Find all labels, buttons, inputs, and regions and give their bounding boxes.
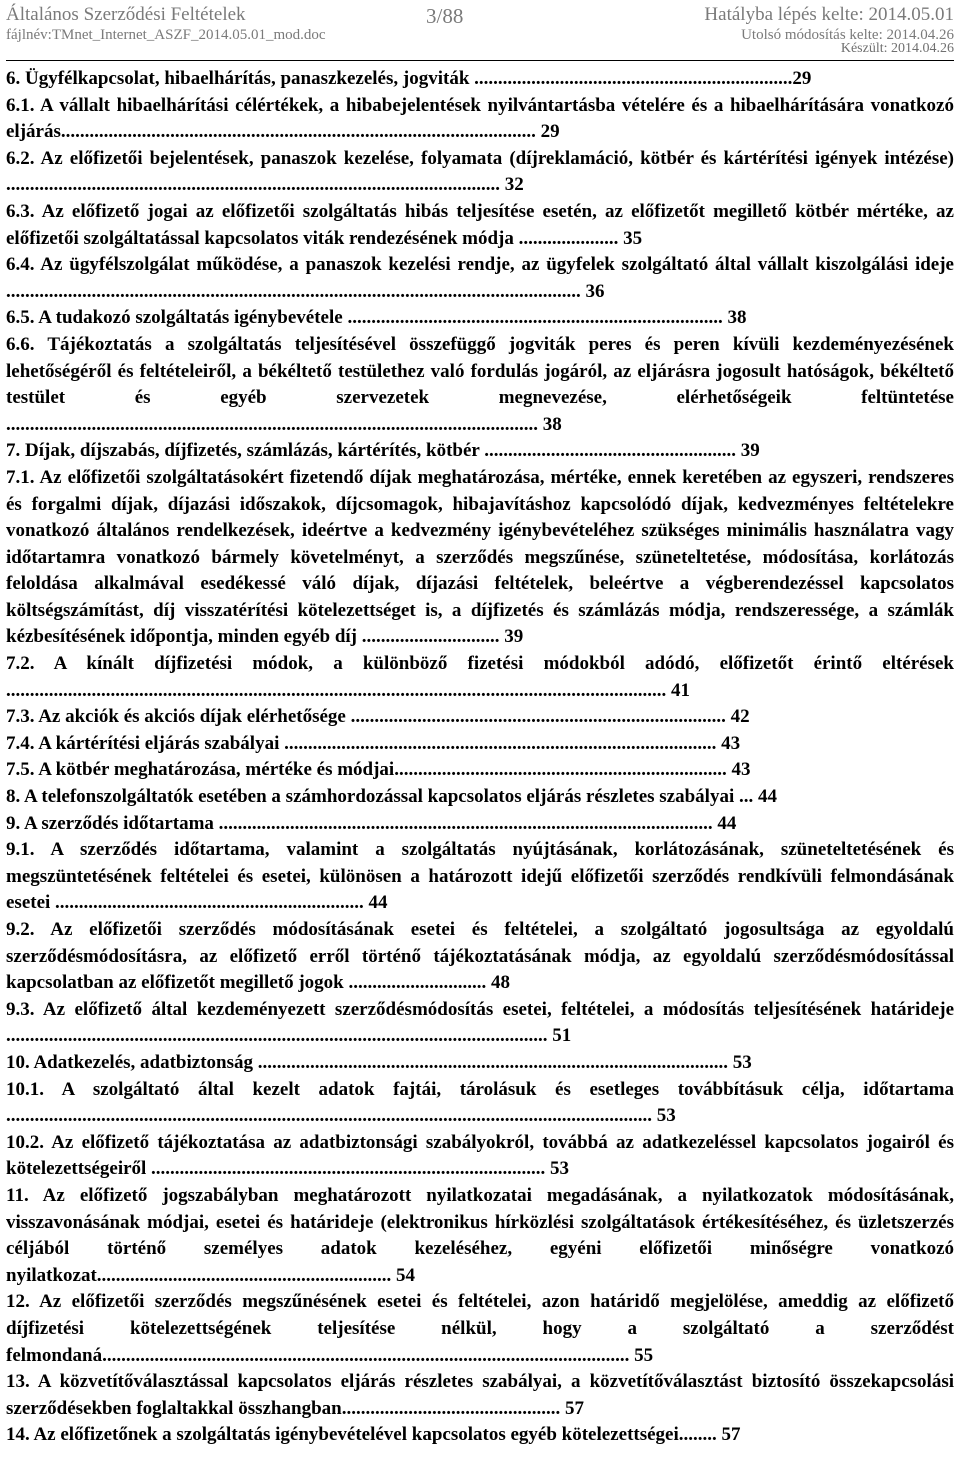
toc-entry[interactable]: 14. Az előfizetőnek a szolgáltatás igénybevételével kapcsolatos egyéb kötelezettségei........ 57 — [6, 1424, 741, 1446]
page-number: 3/88 — [426, 4, 464, 28]
toc-entry[interactable]: 7.1. Az előfizetői szolgáltatásokért fizetendő díjak meghatározása, mértéke, ennek keretében az egyszeri, rendszeres és forgalmi díjak, díjazási időszakok, díjcsomagok, hibajavításhoz kapcsolódó díjak, kedvezményes feltételekre vonatkozó általános rendelkezések, ideértve a kedvezmény igénybevételéhez szükséges minimális használatra vagy időtartamra vonatkozó bármely követelményt, a szerződés megszűnése, szüneteltetése, módosítása, korlátozás feloldása alkalmával esedékessé váló díjak, díjazási feltételek, beleértve a végberendezéssel kapcsolatos költségszámítást, díj visszatérítési kötelezettséget is, a díjfizetés és számlázás módja, rendszeressége, a számlák kézbesítésének időpontja, minden egyéb díj ............................. 39 — [6, 466, 954, 648]
toc-entry[interactable]: 6. Ügyfélkapcsolat, hibaelhárítás, panaszkezelés, jogviták ...................................................................29 — [6, 68, 812, 89]
toc-entry[interactable]: 11. Az előfizető jogszabályban meghatározott nyilatkozatai megadásának, a nyilatkozatok módosításának, visszavonásának módjai, esetei és határideje (elektronikus hírközlési szolgáltatások értékesítéséhez, és üzletszerzés céljából történő személyes adatok kezeléséhez, egyéni előfizetői minőségre vonatkozó nyilatkozat.............................................................. 54 — [6, 1184, 954, 1286]
table-of-contents — [6, 66, 954, 1449]
toc-entry[interactable]: 6.5. A tudakozó szolgáltatás igénybevétele ............................................................................... 38 — [6, 307, 747, 329]
page-header — [6, 0, 954, 61]
toc-entry[interactable]: 12. Az előfizetői szerződés megszűnésének esetei és feltételei, azon határidő megjelölése, ameddig az előfizető díjfizetési kötelezettségének teljesítése nélkül, hogy a szolgáltató a szerződést felmondaná............................................................................................................... 55 — [6, 1291, 954, 1366]
toc-entry[interactable]: 6.6. Tájékoztatás a szolgáltatás teljesítésével összefüggő jogviták peres és peren kívüli kezdeményezésének lehetőségéről és feltételeiről, a békéltető testülethez való fordulás jogáról, az eljárásra jogosult hatóságok, békéltető testület és egyéb szervezetek megnevezése, elérhetőségeik feltüntetése ................................................................................................................ 38 — [6, 333, 954, 435]
toc-entry[interactable]: 9.3. Az előfizető által kezdeményezett szerződésmódosítás esetei, feltételei, a módosítás teljesítésének határideje .................................................................................................................. 51 — [6, 998, 954, 1047]
toc-entry[interactable]: 7. Díjak, díjszabás, díjfizetés, számlázás, kártérítés, kötbér ..................................................... 39 — [6, 440, 760, 462]
last-modified-date: Utolsó módosítás kelte: 2014.04.26 — [741, 27, 954, 43]
toc-entry[interactable]: 10.1. A szolgáltató által kezelt adatok fajtái, tárolásuk és esetleges továbbításuk célja, időtartama ........................................................................................................................................ 53 — [6, 1078, 954, 1127]
file-name: fájlnév:TMnet_Internet_ASZF_2014.05.01_mod.doc — [6, 27, 326, 43]
toc-entry[interactable]: 7.4. A kártérítési eljárás szabályai ........................................................................................... 43 — [6, 732, 741, 754]
toc-entry[interactable]: 13. A közvetítőválasztással kapcsolatos eljárás részletes szabályai, a közvetítőválasztást biztosító összekapcsolási szerződésekben foglaltakkal összhangban.............................................. 57 — [6, 1371, 954, 1419]
toc-entry[interactable]: 10. Adatkezelés, adatbiztonság ................................................................................................... 53 — [6, 1051, 752, 1073]
toc-entry[interactable]: 6.3. Az előfizető jogai az előfizetői szolgáltatás hibás teljesítése esetén, az előfizetőt megillető kötbér mértéke, az előfizetői szolgáltatással kapcsolatos viták rendezésének módja ..................... 35 — [6, 200, 954, 249]
toc-entry[interactable]: 10.2. Az előfizető tájékoztatása az adatbiztonsági szabályokról, továbbá az adatkezeléssel kapcsolatos jogairól és kötelezettségeiről ................................................................................... 53 — [6, 1131, 954, 1180]
toc-entry[interactable]: 9.2. Az előfizetői szerződés módosításának esetei és feltételei, a szolgáltató jogosultsága az egyoldalú szerződésmódosításra, az előfizető erről történő tájékoztatásának módja, az egyoldalú szerződésmódosítással kapcsolatban az előfizetőt megillető jogok ............................. 48 — [6, 919, 954, 994]
effective-date: Hatályba lépés kelte: 2014.05.01 — [704, 4, 954, 25]
toc-entry[interactable]: 9. A szerződés időtartama ........................................................................................................ 44 — [6, 812, 737, 834]
toc-entry[interactable]: 6.1. A vállalt hibaelhárítási célértékek, a hibabejelentések nyilvántartásba vételére és a hibaelhárítására vonatkozó eljárás.................................................................................................... 29 — [6, 94, 954, 143]
created-date: Készült: 2014.04.26 — [840, 41, 954, 56]
toc-entry[interactable]: 7.2. A kínált díjfizetési módok, a különböző fizetési módokból adódó, előfizetőt érintő eltérések ........................................................................................................................................... 41 — [6, 653, 954, 701]
toc-entry[interactable]: 7.3. Az akciók és akciós díjak elérhetősége ............................................................................... 42 — [6, 706, 750, 728]
doc-title: Általános Szerződési Feltételek — [6, 4, 246, 25]
toc-entry[interactable]: 8. A telefonszolgáltatók esetében a számhordozással kapcsolatos eljárás részletes szabályai ... 44 — [6, 786, 777, 808]
toc-entry[interactable]: 9.1. A szerződés időtartama, valamint a szolgáltatás nyújtásának, korlátozásának, szüneteltetésének és megszüntetésének feltételei és esetei, különösen a határozott idejű előfizetői szerződés rendkívüli felmondásának esetei ................................................................. 44 — [6, 839, 954, 914]
toc-entry[interactable]: 6.2. Az előfizetői bejelentések, panaszok kezelése, folyamata (díjreklamáció, kötbér és kártérítési igények intézése) ........................................................................................................ 32 — [6, 147, 954, 196]
toc-entry[interactable]: 7.5. A kötbér meghatározása, mértéke és módjai...................................................................... 43 — [6, 759, 751, 781]
toc-entry[interactable]: 6.4. Az ügyfélszolgálat működése, a panaszok kezelési rendje, az ügyfelek szolgáltató által vállalt kiszolgálási ideje ......................................................................................................................... 36 — [6, 254, 954, 302]
